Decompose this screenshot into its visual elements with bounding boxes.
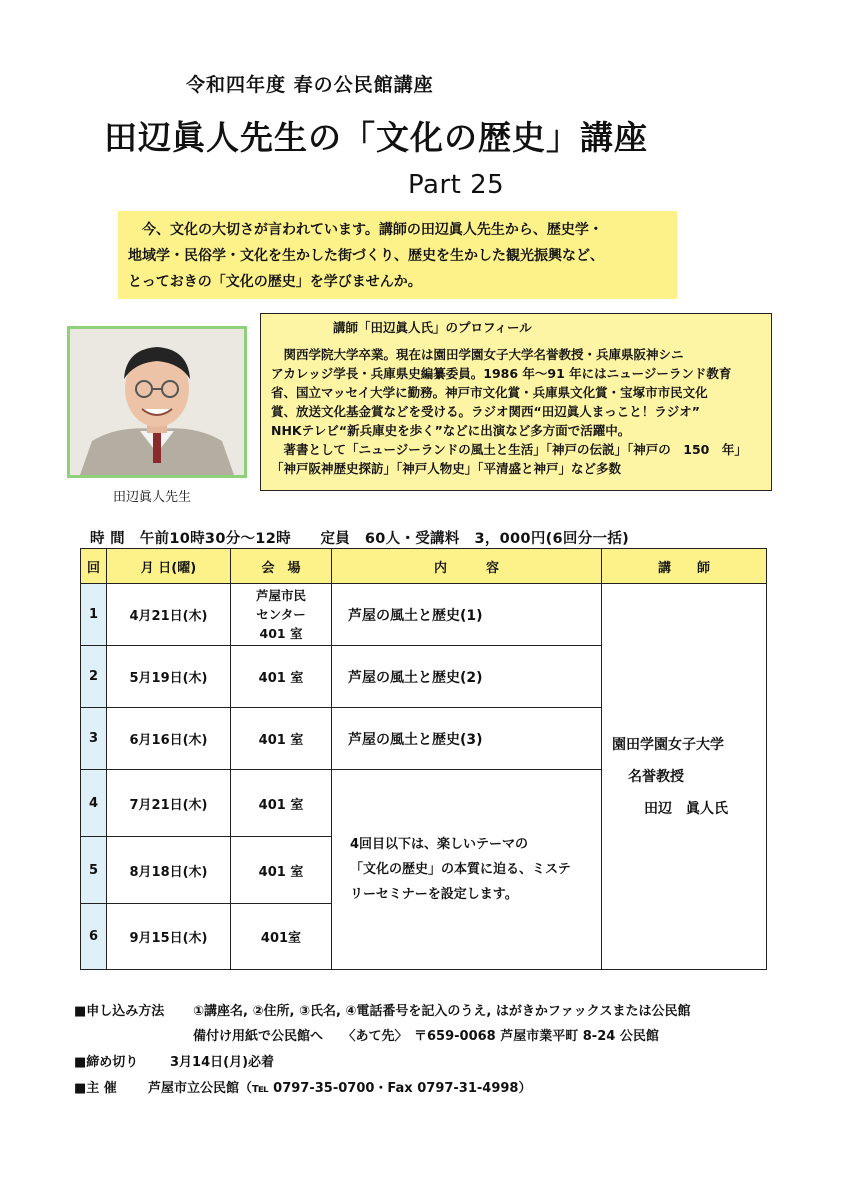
- profile-line: 「神戸阪神歴史探訪」「神戸人物史」「平清盛と神戸」など多数: [271, 461, 622, 476]
- row-date: 6月16日(木): [107, 708, 231, 770]
- lecturer-cell: [602, 584, 767, 970]
- row-venue: 401 室: [231, 646, 332, 708]
- intro-line: とっておきの「文化の歴史」を学びませんか。: [128, 274, 422, 290]
- host-label: ■主 催: [74, 1081, 117, 1096]
- header-venue: 会 場: [231, 549, 332, 584]
- header-num: 回: [81, 549, 107, 584]
- later-content-line: リーセミナーを設定します。: [350, 887, 518, 902]
- intro-box: [118, 211, 677, 299]
- row-num: 5: [81, 837, 107, 904]
- row-num: 2: [81, 646, 107, 708]
- deadline-text: 3月14日(月)必着: [170, 1055, 275, 1070]
- row-date: 7月21日(木): [107, 770, 231, 837]
- table-header-row: [81, 549, 767, 584]
- page-title: 田辺眞人先生の「文化の歴史」講座: [104, 118, 648, 157]
- row-venue: 芦屋市民 センター 401 室: [231, 584, 332, 646]
- apply-label: ■申し込み方法: [74, 1004, 165, 1019]
- profile-line: 省、国立マッセイ大学に勤務。神戸市文化賞・兵庫県文化賞・宝塚市市民文化: [271, 385, 708, 400]
- part-number: Part 25: [408, 170, 505, 200]
- later-content-cell: [332, 770, 602, 970]
- apply-text-address: 備付け用紙で公民館へ 〈あて先〉 〒659-0068 芦屋市業平町 8-24 公民館: [193, 1029, 659, 1044]
- photo-caption: 田辺眞人先生: [113, 490, 192, 505]
- row-date: 9月15日(木): [107, 904, 231, 970]
- intro-line: 地域学・民俗学・文化を生かした街づくり、歴史を生かした観光振興など、: [128, 248, 604, 264]
- profile-line: アカレッジ学長・兵庫県史編纂委員。1986 年～91 年にはニュージーランド教育: [271, 366, 732, 381]
- row-date: 4月21日(木): [107, 584, 231, 646]
- row-num: 6: [81, 904, 107, 970]
- row-content: 芦屋の風土と歴史(1): [332, 584, 602, 646]
- later-content-line: 「文化の歴史」の本質に迫る、ミステ: [350, 862, 571, 877]
- row-content: 芦屋の風土と歴史(3): [332, 708, 602, 770]
- header-lecturer: 講 師: [602, 549, 767, 584]
- season-label: 令和四年度 春の公民館講座: [186, 74, 434, 96]
- row-num: 4: [81, 770, 107, 837]
- row-venue: 401 室: [231, 837, 332, 904]
- header-content: 内 容: [332, 549, 602, 584]
- profile-box: [260, 313, 772, 491]
- lecturer-portrait-icon: [70, 329, 244, 475]
- profile-line: NHKテレビ“新兵庫史を歩く”などに出演など多方面で活躍中。: [271, 423, 631, 438]
- table-row: [81, 584, 767, 646]
- schedule-table: [80, 548, 767, 970]
- profile-line: 著書として「ニュージーランドの風土と生活」「神戸の伝説」「神戸の 150 年」: [271, 442, 747, 457]
- row-num: 3: [81, 708, 107, 770]
- apply-text: ①講座名, ②住所, ③氏名, ④電話番号を記入のうえ, はがきかファックスまたは公民館: [193, 1004, 691, 1019]
- time-and-fee-line: 時 間 午前10時30分～12時 定員 60人・受講料 3，000円(6回分一括): [90, 531, 630, 547]
- row-venue: 401 室: [231, 708, 332, 770]
- header-date: 月 日(曜): [107, 549, 231, 584]
- lecturer-line: 名誉教授: [628, 768, 684, 785]
- row-content: 芦屋の風土と歴史(2): [332, 646, 602, 708]
- profile-line: 賞、放送文化基金賞などを受ける。ラジオ関西“田辺眞人まっこと！ラジオ”: [271, 404, 700, 419]
- profile-title: 講師「田辺眞人氏」のプロフィール: [333, 320, 532, 335]
- profile-line: 関西学院大学卒業。現在は園田学園女子大学名誉教授・兵庫県阪神シニ: [271, 347, 684, 362]
- row-venue: 401 室: [231, 770, 332, 837]
- lecturer-photo: [67, 326, 247, 478]
- deadline-label: ■締め切り: [74, 1055, 139, 1070]
- host-text: 芦屋市立公民館（℡ 0797-35-0700・Fax 0797-31-4998）: [148, 1081, 532, 1096]
- row-date: 8月18日(木): [107, 837, 231, 904]
- row-num: 1: [81, 584, 107, 646]
- lecturer-line: 田辺 眞人氏: [644, 800, 728, 817]
- lecturer-line: 園田学園女子大学: [612, 736, 724, 753]
- row-date: 5月19日(木): [107, 646, 231, 708]
- intro-line: 今、文化の大切さが言われています。講師の田辺眞人先生から、歴史学・: [128, 222, 603, 238]
- row-venue: 401室: [231, 904, 332, 970]
- later-content-line: 4回目以下は、楽しいテーマの: [350, 837, 529, 852]
